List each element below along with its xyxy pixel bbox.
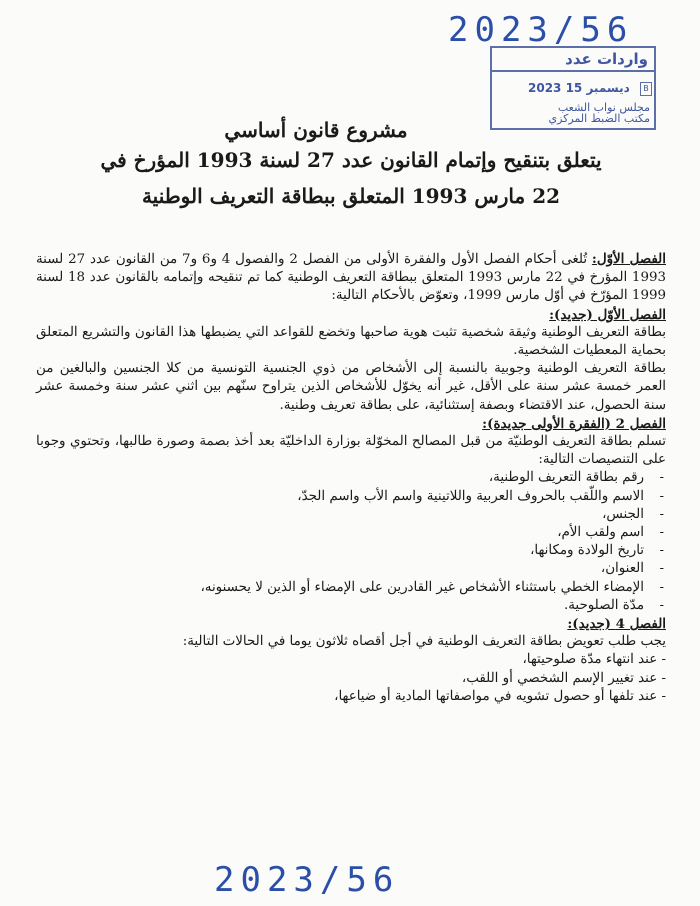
section-4-para-1: يجب طلب تعويض بطاقة التعريف الوطنية في أجل أقصاه ثلاثون يوما في الحالات التالية: [182,634,666,650]
chapter-1 [36,250,666,306]
stamp-org-line1: مجلس نواب الشعب [557,101,650,114]
stamp-mark: B [640,82,652,96]
title-line-3: 22 مارس 1993 المتعلق ببطاقة التعريف الوطنية [141,184,561,208]
list-item: - عند تغيير الإسم الشخصي أو اللقب، [36,670,666,688]
title-line-2: يتعلق بتنقيح وإتمام القانون عدد 27 لسنة 1993 المؤرخ في [100,148,602,172]
stamp-title: واردات عدد [565,50,648,68]
section-1-para-2: بطاقة التعريف الوطنية وجوبية بالنسبة إلى الأشخاص من ذوي الجنسية التونسية من كلا الجنسين والبالغين من العمر خمسة عشر سنة على الأقل، غير أنه يخوّل للأشخاص الذين يتراوح سنّهم بين اثني عشر سنة وخمسة عشر سنة الحصول، عند الاقتضاء وبصفة إستثنائية، على بطاقة تعريف وطنية. [36,361,666,413]
reference-number-top: 2023/56 [448,10,634,50]
list-item: - مدّة الصلوحية. [36,597,644,615]
section-2-heading: الفصل 2 (الفقرة الأولى جديدة): [482,415,666,432]
stamp-divider [492,70,654,72]
list-item: - رقم بطاقة التعريف الوطنية، [36,469,644,487]
stamp-org-line2: مكتب الضبط المركزي [548,112,650,125]
section-2-para-1: تسلم بطاقة التعريف الوطنيّة من قبل المصالح المخوّلة بوزارة الداخليّة بعد أخذ بصمة وصورة طالبها، وتحتوي وجوبا على التنصيصات التالية: [36,434,666,468]
section-2-list [36,469,666,615]
section-1-heading: الفصل الأوّل (جديد): [549,306,666,323]
section-1-para-1: بطاقة التعريف الوطنية وثيقة شخصية تثبت هوية صاحبها وتخضع للقواعد التي يضبطها هذا القانون والتشريع المتعلق بحماية المعطيات الشخصية. [36,324,666,359]
list-item: - عند انتهاء مدّة صلوحيتها، [36,651,666,669]
list-item: - الإمضاء الخطي باستثناء الأشخاص غير القادرين على الإمضاء أو الذين لا يحسنونه، [36,579,644,597]
list-item: - عند تلفها أو حصول تشويه في مواصفاتها المادية أو ضياعها، [36,688,666,706]
list-item: - العنوان، [36,560,644,578]
stamp-date: 2023 15 ديسمبر [528,81,630,95]
chapter-1-label: الفصل الأوّل: [591,251,666,267]
section-4-list [36,651,666,706]
chapter-1-text: تُلغى أحكام الفصل الأول والفقرة الأولى من الفصل 2 والفصول 4 و6 و7 من القانون عدد 27 لسنة 1993 المؤرخ في 22 مارس 1993 المتعلق ببطاقة التعريف الوطنية كما تم تنقيحه وإتمامه بالقانون عدد 18 لسنة 1999 المؤرّخ في أوّل مارس 1999، وتعوّض بالأحكام التالية: [36,252,666,304]
document-body [36,250,666,706]
section-4-heading: الفصل 4 (جديد): [567,616,666,633]
list-item: - تاريخ الولادة ومكانها، [36,542,644,560]
reference-number-bottom: 2023/56 [214,860,400,900]
document-title [36,118,666,208]
list-item: - الجنس، [36,506,644,524]
list-item: - الاسم واللّقب بالحروف العربية واللاتينية واسم الأب واسم الجدّ، [36,488,644,506]
title-line-1: مشروع قانون أساسي [224,118,408,142]
list-item: - اسم ولقب الأم، [36,524,644,542]
